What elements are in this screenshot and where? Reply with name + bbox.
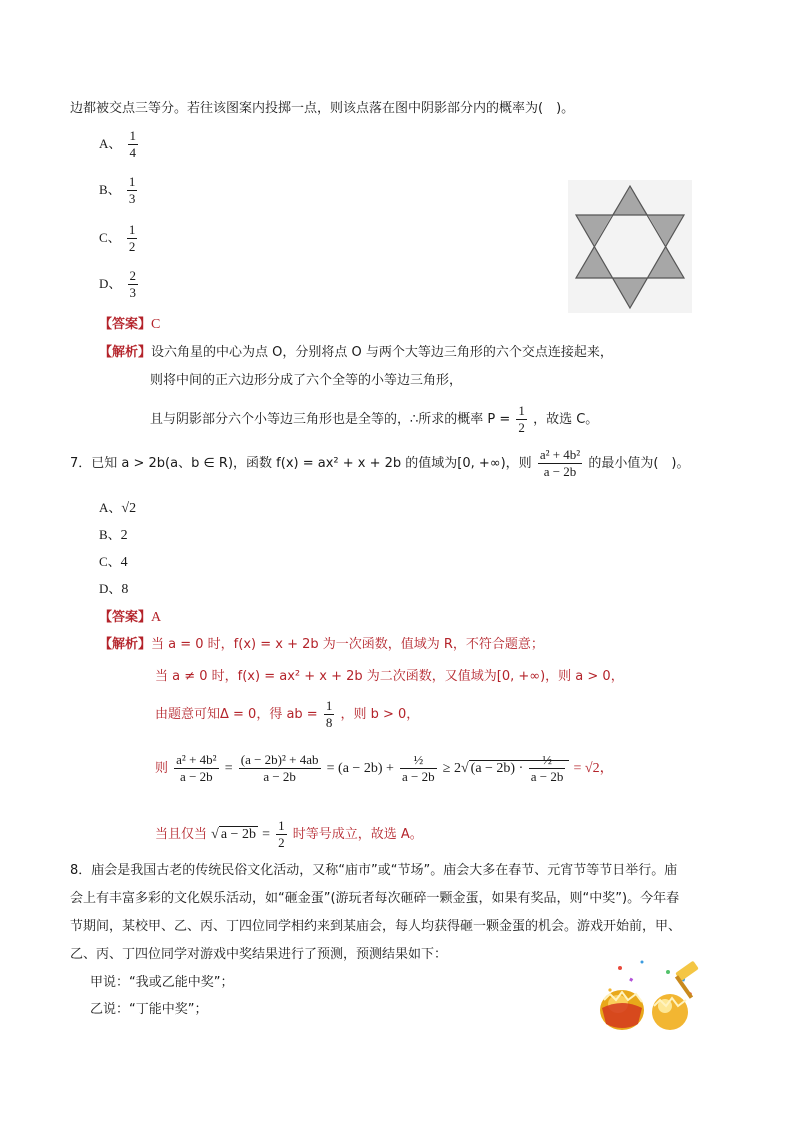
q7-option-a[interactable]: A、√2: [99, 500, 137, 516]
q7-option-d[interactable]: D、8: [99, 581, 129, 597]
q7-analysis-line1: 【解析】当 a = 0 时，f(x) = x + 2b 为一次函数，值域为 R，不符合题意；: [99, 637, 544, 652]
q8-jia-statement: 甲说：“我或乙能中奖”；: [90, 975, 234, 990]
fraction: $\frac{1}{4}$: [129, 128, 137, 160]
q7-answer: 【答案】A: [99, 610, 162, 625]
q6-answer: 【答案】C: [99, 317, 161, 332]
q6-analysis-line1: 【解析】设六角星的中心为点 O，分别将点 O 与两个大等边三角形的六个交点连接起来，: [99, 345, 613, 360]
fraction: $\frac{1}{2}$: [128, 222, 136, 254]
fraction: $\frac{2}{3}$: [129, 268, 137, 300]
q7-stem: 7．已知 a > 2b(a、b ∈ R)，函数 f(x) = ax² + x + 2b 的值域为[0, +∞)，则 $\frac{\text{a² + 4b²}}{a - 2b}$ 的最小值为( )。: [70, 447, 690, 479]
q8-yi-statement: 乙说：“丁能中奖”；: [90, 1002, 208, 1017]
q6-option-d[interactable]: D、 $\frac{2}{3}$: [99, 268, 137, 300]
q6-option-a[interactable]: A、 $\frac{1}{4}$: [99, 128, 137, 160]
hexagram-figure: [568, 180, 692, 313]
q8-line3: 节期间，某校甲、乙、丙、丁四位同学相约来到某庙会，每人均获得砸一颗金蛋的机会。游戏开始前，甲、: [70, 919, 682, 934]
q6-option-c[interactable]: C、 $\frac{1}{2}$: [99, 222, 136, 254]
square-root: √ a − 2b: [211, 827, 256, 842]
fraction: $\frac{1}{3}$: [128, 174, 136, 206]
fraction: $\frac{1}{2}$: [518, 403, 525, 435]
q7-analysis-line4: 则 $\frac{\text{a² + 4b²}}{a - 2b}$ = $\frac{\text{(a − 2b)² + 4ab}}{a - 2b}$ = (a − 2b) + $\frac{\text{½}}{a - 2b}$ ≥ 2√ (a − 2b) · $\frac{\text{½}}{a - 2b}$ = √2，: [155, 752, 614, 785]
fraction: $\frac{1}{8}$: [325, 698, 333, 730]
fraction: $\frac{\text{(a − 2b)² + 4ab}}{a - 2b}$: [240, 752, 319, 784]
square-root: √ (a − 2b) · $\frac{\text{½}}{a - 2b}$: [461, 760, 569, 776]
fraction: $\frac{\text{½}}{a - 2b}$: [530, 752, 564, 785]
fraction: $\frac{1}{2}$: [278, 818, 285, 850]
q6-analysis-line2: 则将中间的正六边形分成了六个全等的小等边三角形，: [150, 373, 463, 388]
fraction: $\frac{\text{a² + 4b²}}{a - 2b}$: [176, 752, 217, 784]
q6-option-b[interactable]: B、 $\frac{1}{3}$: [99, 174, 136, 206]
q8-line2: 会上有丰富多彩的文化娱乐活动，如“砸金蛋”(游玩者每次砸碎一颗金蛋，如果有奖品，则“中奖”)。今年春: [70, 891, 680, 906]
q6-analysis-line3: 且与阴影部分六个小等边三角形也是全等的，∴所求的概率 P = $\frac{1}{2}$ ，故选 C。: [150, 403, 599, 435]
fraction: $\frac{\text{a² + 4b²}}{a - 2b}$: [539, 447, 581, 479]
q7-analysis-line3: 由题意可知Δ = 0，得 ab = $\frac{1}{8}$ ，则 b > 0，: [155, 698, 420, 730]
q8-line4: 乙、丙、丁四位同学对游戏中奖结果进行了预测，预测结果如下：: [70, 947, 448, 962]
fraction: $\frac{\text{½}}{a - 2b}$: [402, 752, 435, 784]
q7-analysis-line5: 当且仅当 √ a − 2b = $\frac{1}{2}$ 时等号成立，故选 A。: [155, 818, 423, 850]
q6-stem-tail: 边都被交点三等分。若往该图案内投掷一点，则该点落在图中阴影部分内的概率为( )。: [70, 101, 575, 116]
golden-egg-illustration: [590, 950, 710, 1034]
q7-option-c[interactable]: C、4: [99, 554, 128, 570]
q7-analysis-line2: 当 a ≠ 0 时，f(x) = ax² + x + 2b 为二次函数，又值域为[0, +∞)，则 a > 0，: [155, 669, 624, 684]
q7-option-b[interactable]: B、2: [99, 527, 128, 543]
q8-line1: 8．庙会是我国古老的传统民俗文化活动，又称“庙市”或“节场”。庙会大多在春节、元宵节等节日举行。庙: [70, 863, 678, 878]
